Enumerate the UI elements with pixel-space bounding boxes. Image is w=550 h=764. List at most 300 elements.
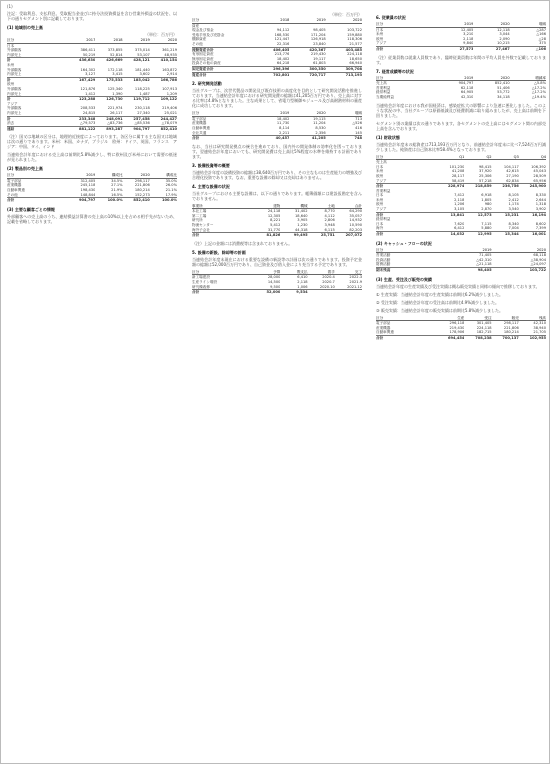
table-cell: 296,396 [253,66,289,72]
financial-table [376,248,546,273]
column-right [376,11,546,755]
column-header: 2019 [437,248,491,253]
table-cell: 106,392 [531,164,546,169]
column-header: 2020 [150,38,177,43]
table-cell: 301,405 [476,321,492,326]
section-heading: (2) 製品別の売上高 [7,166,43,172]
section-heading: 2. 研究開発活動 [192,81,222,87]
table-cell: 1,230 [297,223,308,228]
table-cell: 708,238 [464,335,491,340]
row-label: 外部顧客 [7,86,22,91]
column-header: 2020 [473,22,509,27]
table-cell: 1,487 [139,91,150,96]
table-cell: △21,118 [476,262,492,267]
table-cell: 28,000 [267,275,281,280]
column-header: 予算 [253,270,280,275]
table-cell: 21.9% [111,188,123,193]
table-cell: 21,577 [349,41,362,46]
financial-table [7,38,177,131]
column-header: 2020 [123,173,150,178]
paragraph: ③ 販売実績：当連結会計年度の販売実績は前期比5.8%減少しました。 [376,307,504,313]
row-label: 流動資産合計 [192,47,253,52]
paragraph: ② 受注実績：当連結会計年度の受注高は前期比4.9%減少しました。 [376,299,500,305]
row-label: 電子部品 [192,116,207,121]
table-cell: 16,001 [519,232,546,237]
table-cell: 2,644 [535,197,546,202]
column-header: 合計 [335,204,362,209]
row-label: 日本 [376,193,384,198]
row-label: 欧州 [376,202,384,207]
financial-table [376,316,546,341]
table-cell: △28 [538,36,546,41]
row-label: 本社工場 [192,209,207,214]
table-cell: 16,194 [519,212,546,217]
paragraph: 当連結会計年度の生産実績及び受注実績は概ね販売実績と同様の傾向で推移しております。 [376,283,540,289]
table-cell: 103,722 [347,28,362,33]
table-row [7,126,177,131]
table-cell: △38,904 [530,257,546,262]
column-header: 構成比 [150,173,177,178]
table-row [192,136,362,141]
row-label: 営業利益 [376,188,391,193]
table-cell: 21,705 [533,330,546,335]
row-label: 合計 [376,212,437,217]
column-header: 着手 [308,270,335,275]
row-label: 全社共通 [192,130,207,135]
row-label: 日本 [7,43,15,48]
row-label: 経常利益 [376,90,391,95]
table-row [376,95,546,100]
table-cell: 1,006 [297,284,308,289]
table-cell: 298,117 [503,321,519,326]
table-cell: 64,218 [276,61,290,66]
table-cell: 159,880 [347,32,362,37]
table-cell: 4,112 [324,213,335,218]
row-label: 投資その他の資産 [192,61,221,66]
table-cell: 375 [539,41,546,46]
table-cell: 185,042 [123,77,150,82]
unit-label: （単位：百万円） [145,32,177,37]
paragraph: 当連結会計年度における売上高は前期比5.8%減少し、特に欧州及び米州において需要の低迷が見られました。 [7,152,177,163]
table-cell: 1,390 [112,91,123,96]
table-cell: 420,367 [289,47,325,52]
table-cell: 28,117 [451,173,465,178]
table-cell: 12,405 [460,27,474,32]
table-cell: 118,225 [134,86,150,91]
table-cell: 24,815 [82,110,96,115]
column-header: 区分 [7,173,68,178]
table-cell: 713 [355,116,362,121]
row-label: 自動車関連 [376,330,394,335]
table-cell: 9,534 [280,290,307,295]
row-label: 売上高 [376,160,387,165]
column-header: 2017 [68,38,95,43]
table-cell: 852,410 [150,126,177,131]
row-label: 計 [7,58,68,63]
table-cell [308,290,335,295]
table-cell: 100.0% [95,198,122,203]
row-label: 計 [7,77,68,82]
financial-table [376,155,546,237]
table-cell: 245,900 [519,184,546,189]
column-header: 区分 [376,22,437,27]
table-cell: 94,112 [276,28,290,33]
table-cell: 13,841 [437,212,464,217]
column-header: 2018 [95,38,122,43]
table-cell: 51,406 [497,85,510,90]
section-heading: (3) 主要な顧客ごとの情報 [7,206,55,212]
table-cell: 171,204 [310,32,326,37]
table-cell: 68,118 [533,253,546,258]
table-cell: 26.0% [165,183,177,188]
row-label: 日本 [376,27,384,32]
column-header: 区分 [192,18,253,23]
table-cell: 904,797 [123,126,150,131]
row-label: 第二工場 [192,213,207,218]
table-cell: 904,797 [458,81,474,86]
table-cell: △24,097 [530,262,546,267]
column-middle [192,11,362,755]
table-cell: 180,214 [503,330,519,335]
column-header: Q4 [519,155,546,160]
table-cell: 40,457 [253,136,289,141]
table-cell: 62,118 [460,85,474,90]
table-cell: 45,043 [533,169,546,174]
table-cell: 182,715 [476,330,492,335]
table-cell: 53,107 [137,52,150,57]
table-cell: 152,273 [134,192,150,197]
table-cell: 148,844 [80,192,96,197]
table-cell: 26,117 [110,110,123,115]
table-cell: 8,602 [535,221,546,226]
row-label: 研究棟改修 [192,284,210,289]
table-cell: 3,044 [499,32,510,37]
table-cell: △526 [352,121,362,126]
table-cell: 52,000 [253,290,280,295]
row-label: 現金及び預金 [192,28,214,33]
table-row [376,268,546,273]
table-cell: 82,203 [349,227,362,232]
table-cell: 2,090 [499,36,510,41]
row-label: 自動車関連 [192,125,210,130]
table-cell: 236,756 [492,184,519,189]
table-cell: 61,803 [313,61,326,66]
table-cell: 103,722 [492,268,546,273]
row-label: 日本 [376,221,384,226]
table-cell: 2021.12 [347,284,362,289]
table-cell: 21.1% [165,188,177,193]
table-cell: 27,573 [437,46,473,51]
row-label: 産業機器 [7,183,22,188]
table-cell: 35,057 [349,213,362,218]
row-label: 投資活動 [376,257,391,262]
table-cell: 57,218 [479,178,492,183]
table-cell: 18,402 [276,56,290,61]
column-header: 残高 [519,316,546,321]
column-header: 2018 [253,18,289,23]
row-label: 欧州 [7,82,15,87]
paragraph: 当連結会計年度における我が国経済は、感染症拡大の影響により急速に悪化しました。このような状況の中、当社グループは原価低減及び経費削減に取り組みましたが、売上高は前期を下回りました。 [376,102,546,118]
table-cell: 22,316 [276,41,290,46]
row-label: アジア [7,101,18,106]
row-label: 合計 [376,232,437,237]
row-label: 合計 [7,198,68,203]
table-cell: △85,536 [134,121,150,126]
row-label: 電子部品 [376,321,391,326]
column-header: 区分 [376,316,437,321]
table-cell: 34,118 [497,94,510,99]
financial-table [376,22,546,52]
table-row [7,198,177,203]
table-cell: 2,118 [454,197,465,202]
row-label: 資産合計 [192,72,253,77]
row-label: 新工場建設 [192,275,210,280]
table-cell: 221,806 [134,183,150,188]
table-cell: 15,231 [492,212,519,217]
table-cell: 700,137 [492,335,519,340]
table-cell: 309,708 [326,66,362,72]
table-cell: 98,405 [437,268,491,273]
column-header: 区分 [376,248,437,253]
paragraph: 当連結会計年度の設備投資の総額は38,640百万円であり、その主なものは生産能力の増強及び合理化投資であります。なお、重要な設備の除却又は売却はありません。 [192,169,362,180]
row-label: 外部顧客 [7,106,22,111]
row-label: 海外 [376,226,384,231]
financial-table [7,173,177,203]
table-row [192,72,362,77]
table-cell: 11,204 [313,121,326,126]
table-cell: 178,906 [449,330,465,335]
column-header: 区分 [376,155,437,160]
row-label: 米州 [376,197,384,202]
table-cell: 145 [355,130,362,135]
unit-label: （単位：百万円） [330,12,362,17]
table-cell: 257,458 [123,116,150,121]
table-cell: 361,219 [162,48,177,53]
row-label: 産業機器 [376,325,391,330]
table-cell: 893,287 [95,126,122,131]
row-label: 固定資産合計 [192,66,253,72]
section-heading: (2) キャッシュ・フローの状況 [376,240,432,246]
row-label: 外部顧客 [7,48,22,53]
table-cell: 2,356 [315,130,326,135]
column-header: 2020 [326,18,362,23]
column-header: Q3 [492,155,519,160]
table-cell: 14,932 [349,218,362,223]
table-cell: △78,079 [161,121,177,126]
row-label: アジア [376,41,387,46]
table-cell: △166 [536,32,546,37]
section-heading: (1) 地域別の売上高 [7,25,43,30]
table-cell: 102,955 [519,335,546,340]
section-heading: (3) 生産、受注及び販売の実績 [376,276,432,282]
table-cell: 126,730 [95,97,122,102]
table-cell: 31,402 [295,209,308,214]
table-cell: 100.0% [150,198,177,203]
row-label: 研究所 [192,218,203,223]
table-cell: 7,115 [481,221,492,226]
row-label: 内部売上 [7,72,22,77]
table-cell: 296,118 [449,321,465,326]
table-cell: 852,410 [494,81,510,86]
table-cell: 373,855 [107,48,123,53]
row-label: 内部売上 [7,52,22,57]
table-cell: 109,122 [150,97,177,102]
table-cell: 3,905 [297,218,308,223]
table-cell: 175,533 [95,77,122,82]
table-cell: 702,801 [253,72,289,77]
column-header: 区分 [7,38,68,43]
row-label: その他 [7,192,18,197]
row-label: 生産ライン増設 [192,280,218,285]
column-header: 区分 [192,111,253,116]
table-cell: 123,288 [68,97,95,102]
table-cell: 24,118 [267,209,281,214]
table-row [376,335,546,340]
column-header: 増減 [510,22,546,27]
row-label: 内部売上 [7,110,22,115]
table-cell: 8,770 [324,209,335,214]
table-cell: 35.0% [165,178,177,183]
table-cell: 8,530 [315,125,326,130]
table-cell: 248,091 [95,116,122,121]
table-cell: 11,730 [276,121,290,126]
table-cell: 2,118 [297,280,308,285]
table-cell: 14,500 [267,280,281,285]
financial-table [376,76,546,100]
table-cell: 166,786 [150,77,177,82]
financial-table [192,270,362,295]
paragraph: （注）国又は地域の区分は、地理的近接度によっております。各区分に属する主な国又は地域は次の通りであります。米州：米国、カナダ、ブラジル 欧州：ドイツ、英国、フランス アジア：中国、タイ、インド [7,134,177,150]
table-cell: 31,770 [267,227,281,232]
table-cell: 1,206 [454,202,465,207]
paragraph: なお、当社は研究開発拠点の統合を進めており、国内外の開発体制の効率化を図っております。翌連結会計年度においても、研究開発費は売上高比5%程度の水準を維持する計画であります。 [192,143,362,159]
row-label: 合計 [192,233,253,238]
paragraph: （注）従業員数は就業人員数であり、臨時従業員数は年間の平均人員を外数で記載しております。 [376,54,546,65]
table-cell: 6,115 [324,227,335,232]
row-label: 計 [7,97,68,102]
table-cell: 42,310 [460,94,474,99]
row-label: 経常利益 [376,217,391,222]
table-cell: 25,021 [164,110,177,115]
table-cell: 19,117 [313,56,326,61]
table-cell: 1,318 [535,202,546,207]
table-cell: 10,590 [349,223,362,228]
table-cell: 207,072 [335,233,362,238]
column-header: 2020 [473,76,509,81]
row-label: 米州 [376,169,384,174]
column-header: 事業所 [192,204,253,209]
paragraph: 当社グループは、次世代製品の開発及び既存技術の高度化を目的として研究開発活動を推進しております。当連結会計年度における研究開発費の総額は41,205百万円であり、売上高に対する比率は4.8%となりました。主な成果として、省電力型制御モジュール及び高耐熱材料の量産化に成功しております。 [192,88,362,109]
table-cell: 2,870 [481,207,492,212]
table-cell: 62,834 [506,178,519,183]
paragraph: 当連結会計年度末の総資産は713,193百万円となり、前連結会計年度末に比べ7,524百万円減少しました。純資産は自己資本比率58.4%となっております。 [376,141,546,152]
section-heading: 5. 設備の新設、除却等の計画 [192,249,246,255]
table-cell: 119,712 [123,97,150,102]
paragraph: ① 生産実績：当連結会計年度の生産実績は前期比6.2%減少しました。 [376,291,504,297]
table-cell: 121,447 [274,37,290,42]
column-header: 2020 [492,248,546,253]
table-cell: 65,956 [533,178,546,183]
table-row [376,46,546,51]
table-cell: 64,290 [349,209,362,214]
column-header: 機械 [280,204,307,209]
column-header: 区分 [192,270,253,275]
row-label: 期末残高 [376,268,437,273]
column-header: Q1 [437,155,464,160]
table-cell: 98,405 [313,28,326,33]
row-label: 計 [7,116,68,121]
table-cell: 2,806 [324,218,335,223]
table-cell: 10,215 [497,41,510,46]
table-cell: 7,004 [508,226,519,231]
table-cell: 6,412 [454,226,465,231]
row-label: 営業利益 [376,85,391,90]
table-cell: 375,014 [134,48,150,53]
table-cell: 125,340 [107,86,123,91]
table-cell: 168,530 [274,32,290,37]
table-cell: 228,974 [437,184,464,189]
table-cell: 980 [484,202,492,207]
table-cell: 9,840 [463,41,474,46]
financial-table [192,18,362,77]
table-row [192,290,362,295]
column-header: 2020 [289,111,325,116]
section-heading: 4. 主要な設備の状況 [192,183,230,189]
column-header: 構成比 [95,173,122,178]
table-cell: 6,918 [481,193,492,198]
table-cell: △106 [510,46,546,51]
table-cell: 99,495 [280,233,307,238]
column-header: 建物 [253,204,280,209]
table-cell: 50,219 [82,52,96,57]
column-header: 土地 [308,204,335,209]
table-cell: △287 [536,27,546,32]
table-cell: 81,826 [253,233,280,238]
table-cell: 7,399 [535,226,546,231]
table-cell: 41,208 [451,169,465,174]
table-cell: 2020.7 [322,280,335,285]
table-cell: △17.2% [531,90,546,95]
row-label: 受取手形及び売掛金 [192,32,225,37]
table-cell: 436,630 [68,58,95,63]
table-cell: 218,859 [464,184,491,189]
table-cell: 101,230 [449,164,465,169]
table-cell: 3,602 [139,72,150,77]
row-label: 合計 [192,290,253,295]
row-label: 合計 [376,46,437,51]
row-label: 自動車関連 [7,188,25,193]
table-cell: 121,876 [80,86,96,91]
table-cell: 126,918 [310,37,326,42]
table-cell: 42,310 [533,321,546,326]
table-cell: 2,211 [279,130,290,135]
row-label: 欧州 [376,36,384,41]
table-cell: 244,427 [150,116,177,121]
table-cell: 221,974 [107,106,123,111]
table-cell: 41,205 [289,136,325,141]
table-cell: 219,406 [162,106,177,111]
table-cell: 16.5% [111,192,123,197]
table-cell: 12,305 [267,213,281,218]
table-cell: 104,117 [503,164,519,169]
table-cell: 219,430 [449,325,465,330]
table-cell: 23,840 [313,41,326,46]
paragraph: 外部顧客への売上高のうち、連結損益計算書の売上高の10%以上を占める相手先がないため、記載を省略しております。 [7,213,177,224]
row-label: 合計 [192,136,253,141]
row-label: 連結 [7,126,68,131]
table-cell: 38,940 [533,325,546,330]
table-cell: 12,573 [464,212,491,217]
